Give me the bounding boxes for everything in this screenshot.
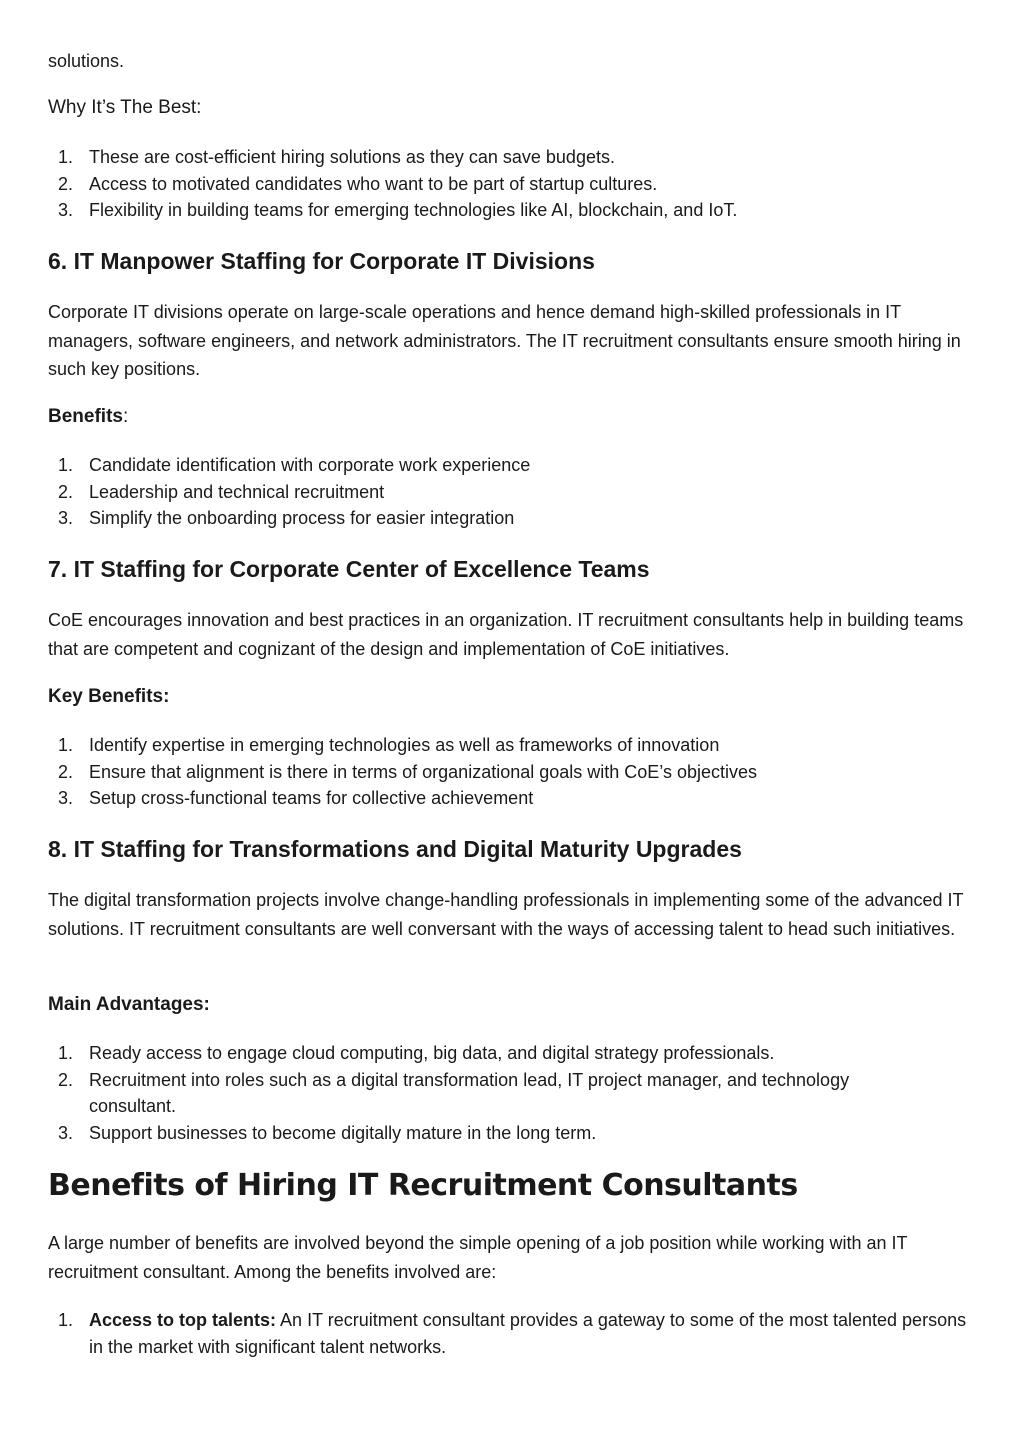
list-item: 1. Candidate identification with corporate work experience bbox=[58, 455, 531, 475]
section7-list bbox=[48, 732, 978, 812]
section8-label: Main Advantages: bbox=[48, 994, 210, 1015]
section7-paragraph: CoE encourages innovation and best practices in an organization. IT recruitment consultants help in building teams that are competent and cognizant of the design and implementation of CoE initiatives. bbox=[48, 610, 964, 659]
section6-title: 6. IT Manpower Staffing for Corporate IT Divisions bbox=[48, 248, 595, 274]
section7-label: Key Benefits: bbox=[48, 686, 170, 707]
benefits-section-paragraph: A large number of benefits are involved beyond the simple opening of a job position while working with an IT recruitment consultant. Among the benefits involved are: bbox=[48, 1233, 908, 1282]
benefits-section-title: Benefits of Hiring IT Recruitment Consultants bbox=[48, 1168, 798, 1203]
list-item: 3. Setup cross-functional teams for collective achievement bbox=[58, 788, 534, 808]
benefits-list bbox=[48, 1307, 978, 1360]
section8-title: 8. IT Staffing for Transformations and Digital Maturity Upgrades bbox=[48, 836, 742, 862]
list-item: 2. Ensure that alignment is there in terms of organizational goals with CoE’s objectives bbox=[58, 761, 758, 782]
section6-list bbox=[48, 452, 978, 532]
list-item: 3. Support businesses to become digitally mature in the long term. bbox=[58, 1122, 597, 1143]
list-item: 2. Recruitment into roles such as a digital transformation lead, IT project manager, and technology consultant. bbox=[58, 1069, 850, 1116]
list-item: 1. Identify expertise in emerging technologies as well as frameworks of innovation bbox=[58, 735, 720, 755]
why-best-heading: Why It’s The Best: bbox=[48, 97, 202, 118]
section8-list bbox=[48, 1040, 978, 1146]
list-item: 2. Access to motivated candidates who want to be part of startup cultures. bbox=[58, 173, 658, 194]
section6-label: Benefits: bbox=[48, 406, 129, 427]
list-item: 1. Ready access to engage cloud computing, big data, and digital strategy professionals. bbox=[58, 1043, 775, 1063]
why-best-list bbox=[48, 144, 978, 224]
list-item: 3. Flexibility in building teams for emerging technologies like AI, blockchain, and IoT. bbox=[58, 200, 738, 220]
list-item: 1. These are cost-efficient hiring solutions as they can save budgets. bbox=[58, 147, 615, 167]
intro-fragment: solutions. bbox=[48, 51, 125, 71]
list-item: 3. Simplify the onboarding process for easier integration bbox=[58, 508, 515, 528]
list-item: 1. Access to top talents: An IT recruitment consultant provides a gateway to some of the most talented persons in the market with significant talent networks. bbox=[58, 1310, 967, 1357]
section7-title: 7. IT Staffing for Corporate Center of Excellence Teams bbox=[48, 556, 650, 582]
list-item: 2. Leadership and technical recruitment bbox=[58, 481, 385, 502]
section8-paragraph: The digital transformation projects involve change-handling professionals in implementing some of the advanced IT solutions. IT recruitment consultants are well conversant with the ways of accessing talent to head such initiatives. bbox=[48, 890, 964, 939]
section6-paragraph: Corporate IT divisions operate on large-scale operations and hence demand high-skilled professionals in IT managers, software engineers, and network administrators. The IT recruitment consultants ensure smooth hiring in such key positions. bbox=[48, 302, 961, 379]
